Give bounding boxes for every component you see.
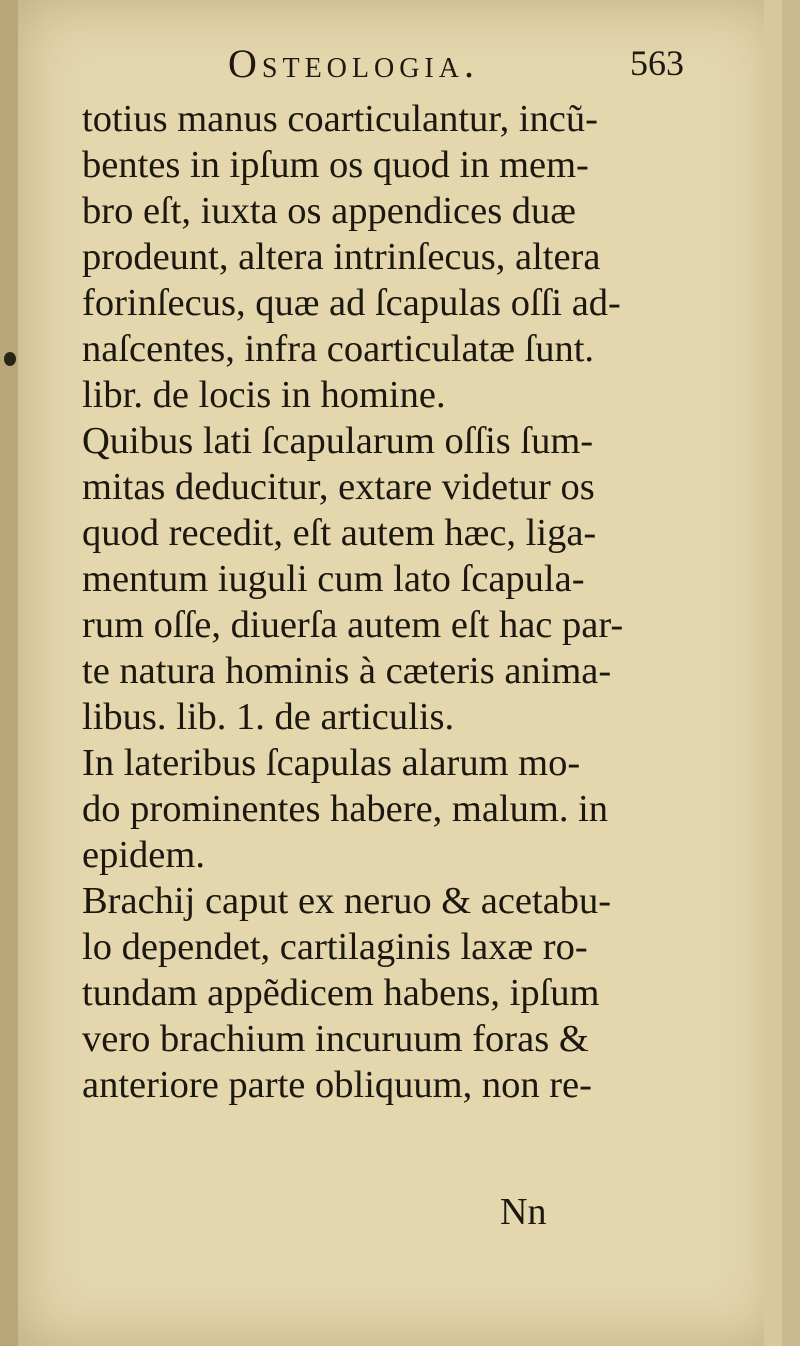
running-head: Osteologia. [228,41,479,86]
text-line: do prominentes habere, malum. in [82,788,609,830]
text-line: forinſecus, quæ ad ſcapulas oſſi ad- [82,282,621,324]
text-line: Brachij caput ex neruo & acetabu- [82,880,612,922]
text-line: Quibus lati ſcapularum oſſis ſum- [82,420,594,462]
text-line: lo dependet, cartilaginis laxæ ro- [82,926,588,968]
text-line: quod recedit, eſt autem hæc, liga- [82,512,597,554]
text-line: bro eſt, iuxta os appendices duæ [82,190,576,232]
page-number: 563 [630,43,684,83]
body-text [82,96,722,1108]
text-line: prodeunt, altera intrinſecus, altera [82,236,601,278]
text-line: mentum iuguli cum lato ſcapula- [82,558,585,600]
page-edge [764,0,782,1346]
ink-blot [4,352,16,366]
page-gutter [0,0,18,1346]
text-line: epidem. [82,834,205,876]
text-line: mitas deducitur, extare videtur os [82,466,595,508]
text-line: libus. lib. 1. de articulis. [82,696,455,738]
text-line: In lateribus ſcapulas alarum mo- [82,742,581,784]
text-line: tundam appẽdicem habens, ipſum [82,972,600,1014]
text-line: rum oſſe, diuerſa autem eſt hac par- [82,604,624,646]
catchword: Nn [500,1191,547,1233]
text-line: anteriore parte obliquum, non re- [82,1064,592,1106]
page-header [210,38,690,90]
text-line: libr. de locis in homine. [82,374,446,416]
text-line: te natura hominis à cæteris anima- [82,650,612,692]
text-line: vero brachium incuruum foras & [82,1018,589,1060]
text-line: bentes in ipſum os quod in mem- [82,144,589,186]
text-line: naſcentes, infra coarticulatæ ſunt. [82,328,595,370]
text-line: totius manus coarticulantur, incũ- [82,98,598,140]
